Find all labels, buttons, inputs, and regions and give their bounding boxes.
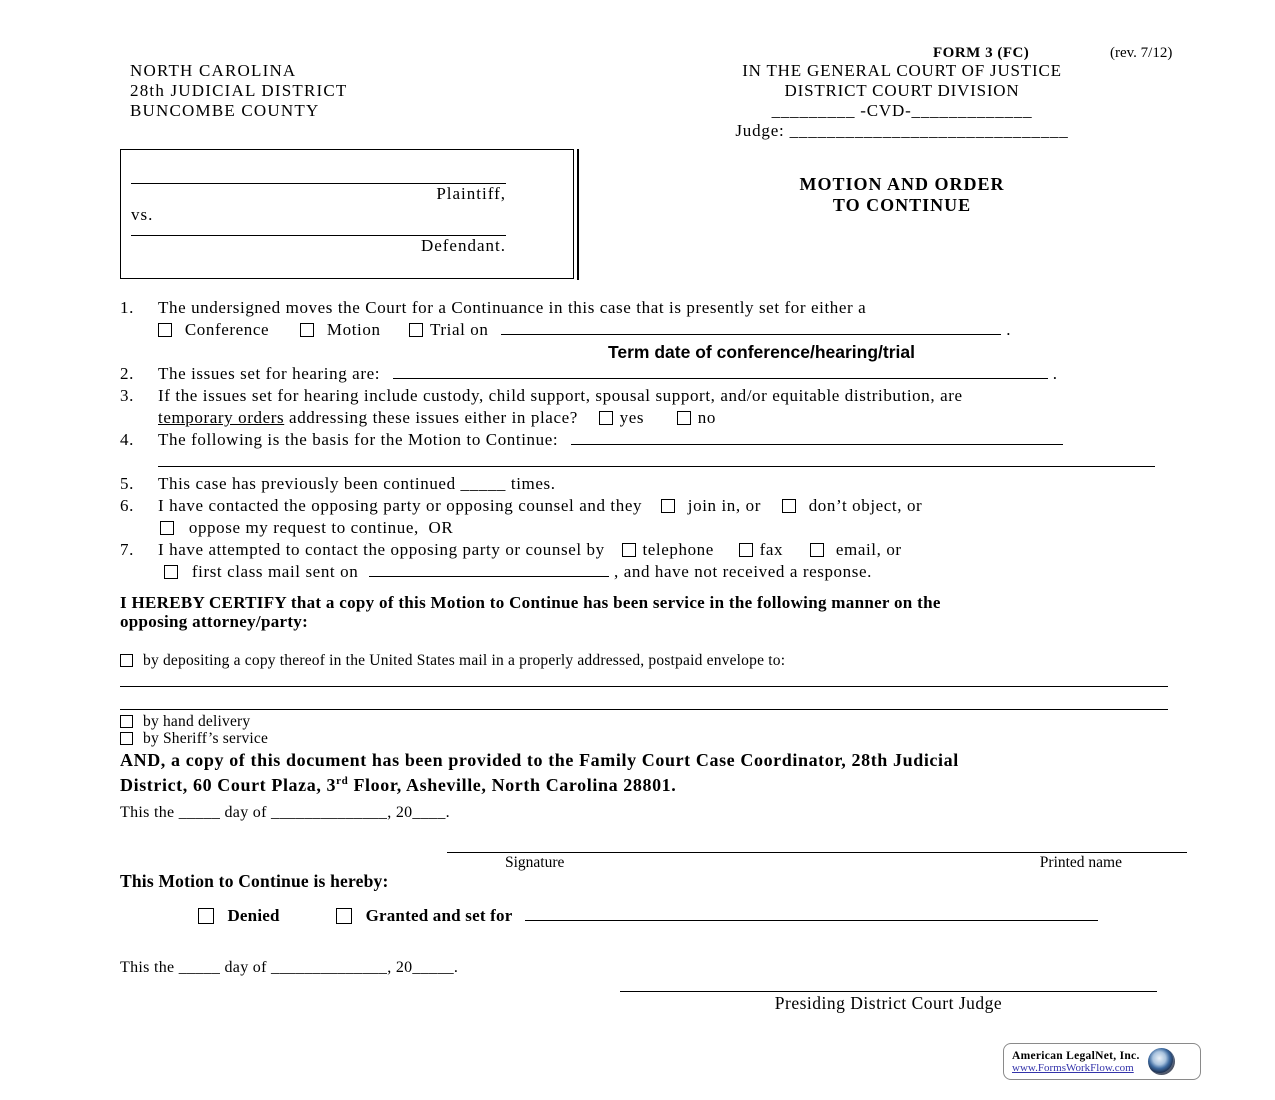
item-6-number: 6. (120, 496, 134, 515)
checkbox-trial[interactable] (409, 323, 423, 337)
coordinator-line-2 (120, 771, 1130, 796)
judge-signature-block (620, 964, 1157, 1014)
item-5-line (120, 473, 1163, 495)
basis-blank[interactable] (571, 441, 1063, 445)
mail-address-line-1[interactable] (120, 683, 1168, 687)
form-number: FORM 3 (FC) (933, 45, 1030, 61)
court-line: IN THE GENERAL COURT OF JUSTICE (742, 61, 1062, 80)
state-line: NORTH CAROLINA (130, 61, 297, 80)
item-5-text: This case has previously been continued _____ times. (158, 474, 556, 493)
no-label: no (697, 408, 716, 427)
checkbox-mail-service[interactable] (120, 654, 133, 667)
checkbox-telephone[interactable] (622, 543, 636, 557)
legalnet-url-link[interactable]: www.FormsWorkFlow.com (1012, 1061, 1134, 1074)
plaintiff-label: Plaintiff, (436, 184, 506, 203)
sheriff-service-label: by Sheriff’s service (143, 730, 269, 747)
legalnet-badge-text (1012, 1050, 1140, 1074)
checkbox-first-class-mail[interactable] (164, 565, 178, 579)
court-header-left (130, 61, 347, 121)
item-3-text-2: addressing these issues either in place? (284, 408, 578, 427)
item-2-line (120, 363, 1163, 385)
checkbox-no[interactable] (677, 411, 691, 425)
granted-label: Granted and set for (365, 906, 513, 925)
certify-heading (120, 593, 1198, 631)
basis-blank-line-2[interactable] (158, 463, 1155, 467)
motion-items (120, 297, 1163, 583)
checkbox-hand-delivery[interactable] (120, 715, 133, 728)
document-title (652, 174, 1152, 216)
item-7-text-end: , and have not received a response. (614, 562, 872, 581)
vs-label: vs. (131, 205, 154, 224)
item-1-number: 1. (120, 298, 134, 317)
signature-labels (447, 853, 1187, 872)
coordinator-line-2-post: Floor, Asheville, North Carolina 28801. (348, 775, 677, 795)
certify-heading-line-2: opposing attorney/party: (120, 612, 309, 631)
motion-label: Motion (326, 320, 381, 339)
judge-signature-line[interactable] (620, 964, 1157, 992)
district-line: 28th JUDICIAL DISTRICT (130, 81, 348, 100)
signature-block (447, 826, 1187, 872)
telephone-label: telephone (642, 540, 714, 559)
item-3-text: If the issues set for hearing include custody, child support, spousal support, and/or equitable distribution, are (158, 386, 963, 405)
cvd-number-field[interactable]: _________ -CVD-_____________ (771, 101, 1033, 120)
motion-date-line[interactable]: This the _____ day of ______________, 20____. (120, 804, 450, 821)
globe-icon (1148, 1048, 1175, 1075)
conference-label: Conference (184, 320, 270, 339)
coordinator-line-2-pre: District, 60 Court Plaza, 3 (120, 775, 337, 795)
defendant-label: Defendant. (420, 236, 506, 255)
item-2-period: . (1052, 364, 1058, 383)
item-7-text: I have attempted to contact the opposing party or counsel by (158, 540, 605, 559)
form-revision: (rev. 7/12) (1110, 45, 1173, 61)
granted-date-blank[interactable] (525, 917, 1098, 921)
order-decision-row (198, 906, 1098, 926)
yes-label: yes (619, 408, 645, 427)
mail-address-line-2[interactable] (120, 706, 1168, 710)
dont-object-label: don’t object, or (808, 496, 923, 515)
temporary-orders-underline: temporary orders (158, 408, 285, 427)
item-4-number: 4. (120, 430, 134, 449)
checkbox-dont-object[interactable] (782, 499, 796, 513)
certify-heading-line-1: I HEREBY CERTIFY that a copy of this Motion to Continue has been service in the following manner on the (120, 593, 941, 612)
item-2-text: The issues set for hearing are: (158, 364, 381, 383)
item-5-number: 5. (120, 474, 134, 493)
checkbox-oppose[interactable] (160, 521, 174, 535)
printed-name-label: Printed name (1039, 854, 1122, 871)
checkbox-motion[interactable] (300, 323, 314, 337)
item-1-period: . (1006, 320, 1012, 339)
item-1-line-1 (120, 297, 1163, 319)
hand-delivery-label: by hand delivery (143, 713, 251, 730)
division-line: DISTRICT COURT DIVISION (784, 81, 1020, 100)
item-4-line-1 (120, 429, 1163, 451)
mail-date-blank[interactable] (369, 573, 609, 577)
floor-ordinal-sup: rd (336, 775, 349, 787)
signature-label: Signature (505, 854, 565, 871)
item-6-line-2 (158, 517, 1163, 539)
denied-label: Denied (227, 906, 280, 925)
item-6-text: I have contacted the opposing party or opposing counsel and they (158, 496, 643, 515)
order-date-line[interactable]: This the _____ day of ______________, 20_____. (120, 959, 459, 976)
legalnet-badge (1003, 1043, 1201, 1080)
checkbox-denied[interactable] (198, 908, 214, 924)
item-7-line-2 (158, 561, 1163, 583)
item-3-number: 3. (120, 386, 134, 405)
service-option-sheriff (120, 730, 1198, 747)
service-option-mail (120, 652, 1198, 669)
item-3-line-2 (158, 407, 1163, 429)
county-line: BUNCOMBE COUNTY (130, 101, 320, 120)
legalnet-company: American LegalNet, Inc. (1012, 1049, 1140, 1062)
presiding-judge-label: Presiding District Court Judge (774, 993, 1003, 1013)
trial-date-blank[interactable] (501, 331, 1001, 335)
item-1-text: The undersigned moves the Court for a Continuance in this case that is presently set for either a (158, 298, 867, 317)
caption-box (120, 149, 574, 279)
judge-name-field[interactable]: Judge: ______________________________ (735, 121, 1069, 140)
checkbox-join-in[interactable] (661, 499, 675, 513)
mail-service-label: by depositing a copy thereof in the United States mail in a properly addressed, postpaid envelope to: (143, 652, 786, 669)
item-6-line-1 (120, 495, 1163, 517)
item-7-number: 7. (120, 540, 134, 559)
checkbox-sheriff-service[interactable] (120, 732, 133, 745)
title-line-2: TO CONTINUE (832, 195, 972, 215)
first-class-mail-label: first class mail sent on (191, 562, 359, 581)
fax-label: fax (759, 540, 784, 559)
certificate-of-service (120, 593, 1198, 747)
oppose-label: oppose my request to continue, OR (188, 518, 454, 537)
coordinator-line-1: AND, a copy of this document has been provided to the Family Court Case Coordinator, 28th Judicial (120, 750, 959, 770)
court-header-right (652, 61, 1152, 141)
signature-line[interactable] (447, 826, 1187, 853)
email-label: email, or (835, 540, 902, 559)
item-1-line-2 (158, 319, 1163, 341)
item-4-line-2 (158, 451, 1163, 473)
join-in-label: join in, or (687, 496, 761, 515)
order-heading: This Motion to Continue is hereby: (120, 871, 389, 891)
issues-blank[interactable] (393, 375, 1048, 379)
item-3-line-1 (120, 385, 1163, 407)
checkbox-granted[interactable] (336, 908, 352, 924)
title-line-1: MOTION AND ORDER (799, 174, 1005, 194)
checkbox-email[interactable] (810, 543, 824, 557)
checkbox-fax[interactable] (739, 543, 753, 557)
trial-label: Trial on (430, 320, 489, 339)
item-7-line-1 (120, 539, 1163, 561)
item-2-number: 2. (120, 364, 134, 383)
term-date-row (158, 341, 1163, 363)
service-option-hand (120, 713, 1198, 730)
term-date-note: Term date of conference/hearing/trial (608, 342, 915, 362)
checkbox-conference[interactable] (158, 323, 172, 337)
item-4-text: The following is the basis for the Motion to Continue: (158, 430, 559, 449)
coordinator-paragraph (120, 750, 1130, 796)
checkbox-yes[interactable] (599, 411, 613, 425)
